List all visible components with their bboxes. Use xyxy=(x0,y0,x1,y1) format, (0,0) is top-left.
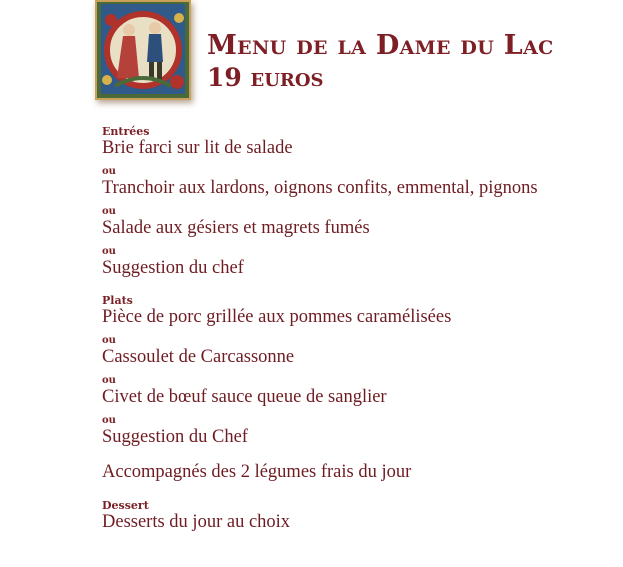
menu-body xyxy=(102,125,623,533)
separator-ou: ou xyxy=(102,166,116,177)
separator-ou: ou xyxy=(102,375,116,386)
dish-entree: Tranchoir aux lardons, oignons confits, emmental, pignons xyxy=(102,178,538,198)
dish-entree: Salade aux gésiers et magrets fumés xyxy=(102,218,370,238)
illuminated-letter-icon xyxy=(95,0,191,100)
separator-ou: ou xyxy=(102,246,116,257)
dish-plat: Pièce de porc grillée aux pommes caramélisées xyxy=(102,307,452,327)
dish-entree: Brie farci sur lit de salade xyxy=(102,138,293,158)
separator-ou: ou xyxy=(102,415,116,426)
menu-price: 19 euros xyxy=(207,63,324,92)
dish-plat: Cassoulet de Carcassonne xyxy=(102,347,295,367)
section-label-entrees: Entrées xyxy=(102,125,150,138)
dish-dessert: Desserts du jour au choix xyxy=(102,512,291,532)
section-label-plats: Plats xyxy=(102,294,133,307)
dish-plat: Civet de bœuf sauce queue de sanglier xyxy=(102,387,387,407)
separator-ou: ou xyxy=(102,206,116,217)
separator-ou: ou xyxy=(102,335,116,346)
side-dish-note: Accompagnés des 2 légumes frais du jour xyxy=(102,462,412,482)
dish-plat: Suggestion du Chef xyxy=(102,427,248,447)
dish-entree: Suggestion du chef xyxy=(102,258,244,278)
section-label-dessert: Dessert xyxy=(102,499,149,512)
menu-title-name: Menu de la Dame du Lac xyxy=(207,30,554,61)
menu-title xyxy=(207,32,554,90)
